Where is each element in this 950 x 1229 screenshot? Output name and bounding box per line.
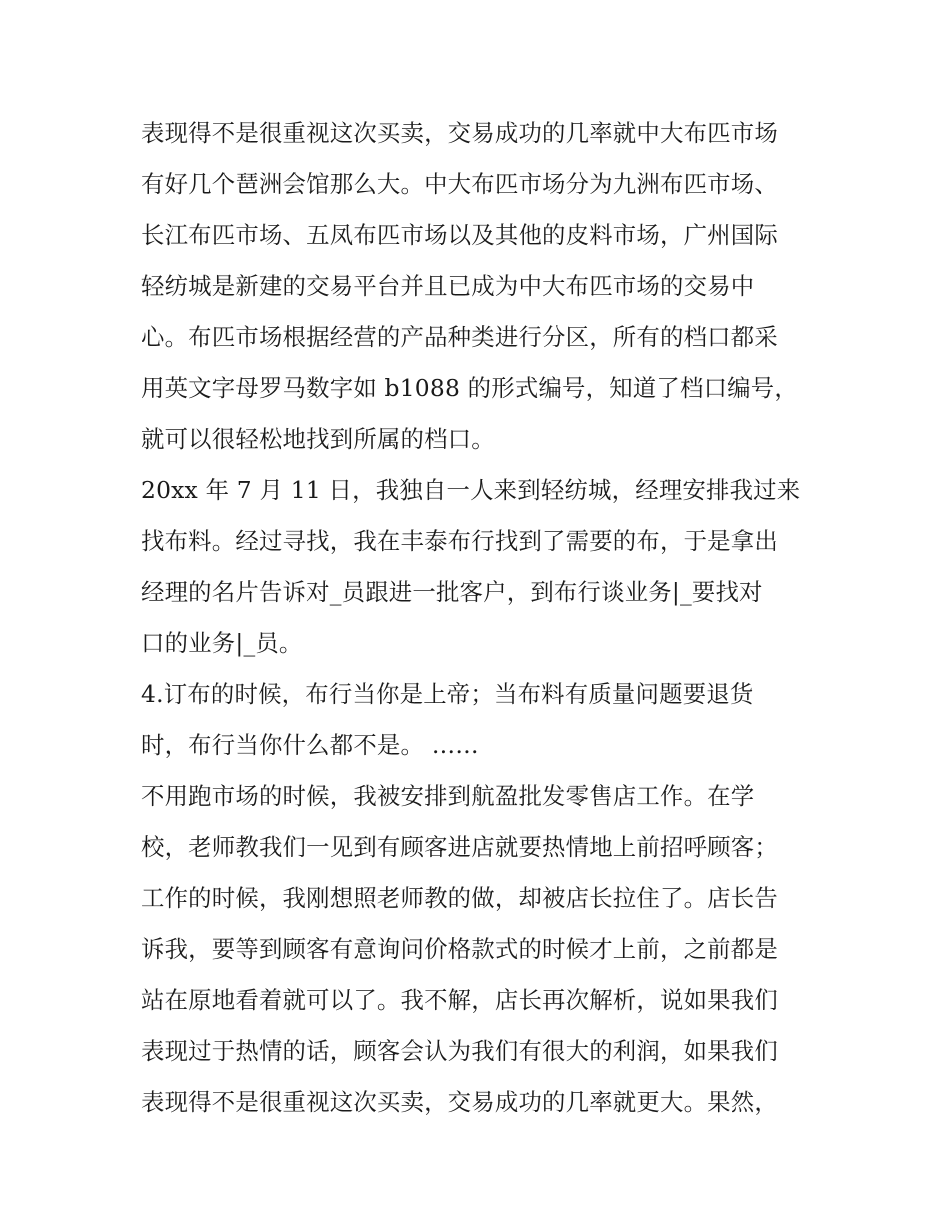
text-line: 表现得不是很重视这次买卖，交易成功的几率就更大。果然， [141, 1088, 778, 1116]
text-line: 表现过于热情的话，顾客会认为我们有很大的利润，如果我们 [141, 1037, 778, 1065]
text-line: 站在原地看着就可以了。我不解，店长再次解析，说如果我们 [141, 986, 778, 1014]
text-line: 表现得不是很重视这次买卖，交易成功的几率就中大布匹市场 [141, 119, 778, 147]
text-line: 校，老师教我们一见到有顾客进店就要热情地上前招呼顾客； [141, 833, 778, 861]
text-line: 4.订布的时候，布行当你是上帝；当布料有质量问题要退货 [141, 680, 754, 708]
text-line: 不用跑市场的时候，我被安排到航盈批发零售店工作。在学 [141, 782, 755, 810]
text-line: 长江布匹市场、五凤布匹市场以及其他的皮料市场，广州国际 [141, 221, 778, 249]
text-line: 找布料。经过寻找，我在丰泰布行找到了需要的布，于是拿出 [141, 527, 778, 555]
text-line: 经理的名片告诉对_员跟进一批客户，到布行谈业务|_要找对 [141, 578, 763, 606]
text-line: 有好几个琶洲会馆那么大。中大布匹市场分为九洲布匹市场、 [141, 170, 778, 198]
text-line: 口的业务|_员。 [141, 629, 303, 657]
text-line: 轻纺城是新建的交易平台并且已成为中大布匹市场的交易中 [141, 272, 755, 300]
text-line: 工作的时候，我刚想照老师教的做，却被店长拉住了。店长告 [141, 884, 778, 912]
text-line: 用英文字母罗马数字如 b1088 的形式编号，知道了档口编号， [141, 374, 798, 402]
text-line: 诉我，要等到顾客有意询问价格款式的时候才上前，之前都是 [141, 935, 778, 963]
document-body [141, 108, 813, 1128]
text-line: 20xx 年 7 月 11 日，我独自一人来到轻纺城，经理安排我过来 [141, 476, 801, 504]
text-line: 就可以很轻松地找到所属的档口。 [141, 425, 495, 453]
text-line: 时，布行当你什么都不是。 …… [141, 731, 479, 759]
text-line: 心。布匹市场根据经营的产品种类进行分区，所有的档口都采 [141, 323, 778, 351]
